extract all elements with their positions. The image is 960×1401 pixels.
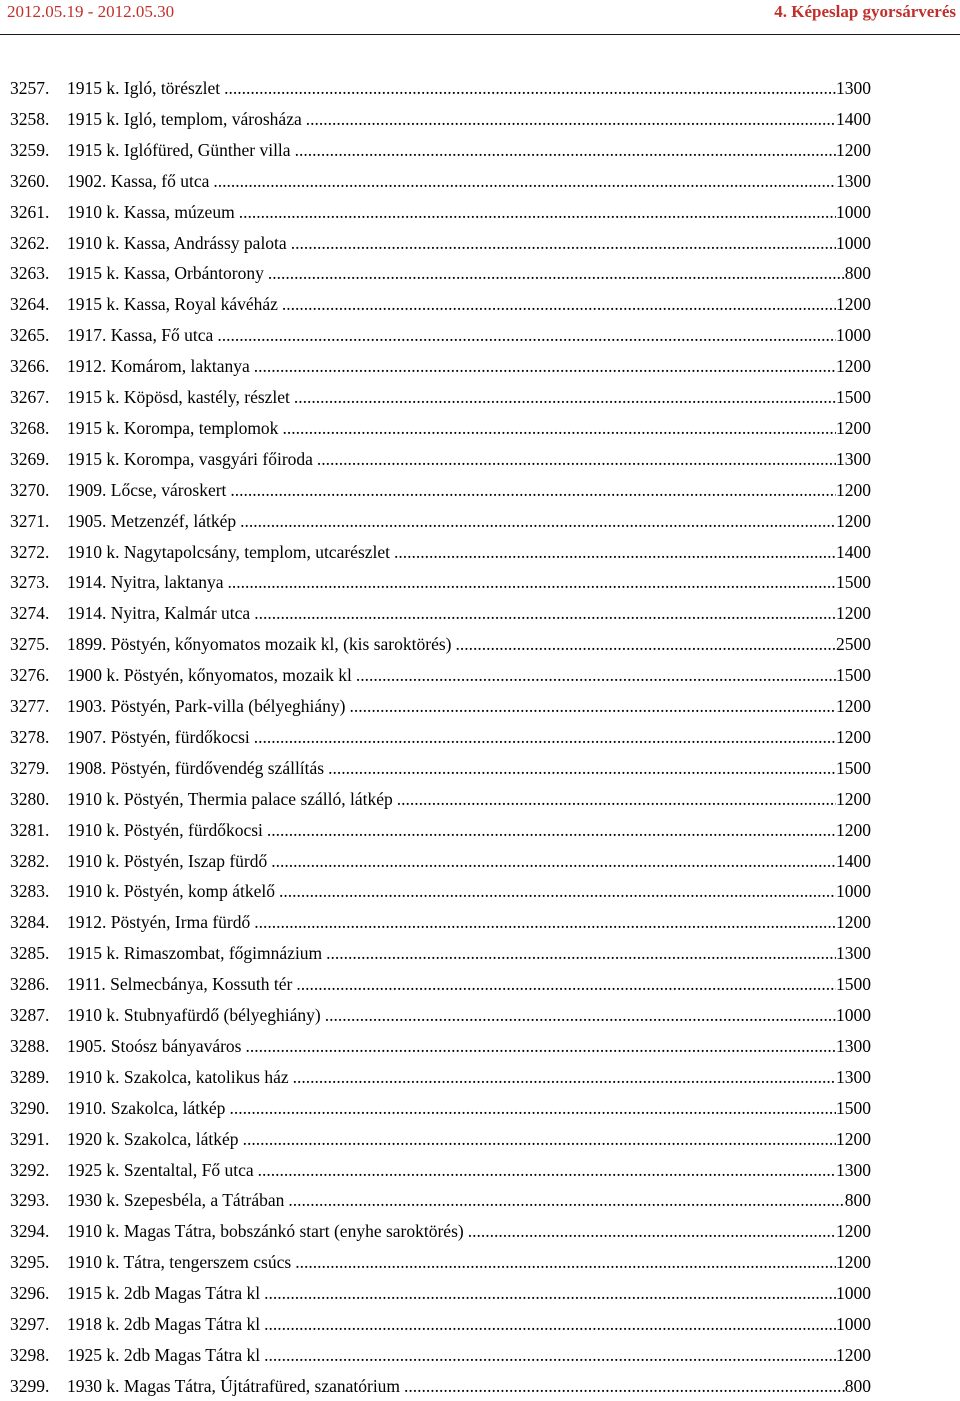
dot-leader (279, 879, 836, 903)
item-description: 1930 k. Szepesbéla, a Tátrában (67, 1190, 285, 1211)
dot-leader (306, 107, 836, 131)
dot-leader (264, 1343, 836, 1367)
item-price: 2500 (836, 634, 871, 655)
item-number: 3299. (10, 1375, 50, 1396)
item-number: 3274. (10, 603, 50, 624)
item-number: 3277. (10, 696, 50, 716)
list-item (10, 447, 871, 471)
item-price: 1200 (836, 417, 871, 438)
item-number: 3298. (10, 1344, 50, 1365)
item-number: 3272. (10, 541, 50, 562)
list-item (10, 601, 871, 625)
item-price: 1200 (836, 726, 871, 747)
list-item (10, 1034, 871, 1058)
item-number: 3283. (10, 881, 50, 902)
dot-leader (264, 1281, 836, 1305)
item-price: 1200 (836, 356, 871, 377)
item-number: 3295. (10, 1252, 50, 1273)
item-description: 1925 k. Szentaltal, Fő utca (67, 1159, 254, 1180)
list-item (10, 385, 871, 409)
item-number: 3280. (10, 788, 50, 809)
item-number: 3284. (10, 912, 50, 933)
list-item (10, 725, 871, 749)
dot-leader (230, 478, 836, 502)
item-number: 3289. (10, 1066, 50, 1087)
item-price: 1300 (836, 1035, 871, 1056)
item-price: 1000 (836, 201, 871, 222)
dot-leader (394, 540, 836, 564)
item-description: 1910 k. Kassa, múzeum (67, 201, 235, 222)
dot-leader (254, 725, 836, 749)
item-number: 3275. (10, 634, 50, 655)
item-price: 1500 (836, 572, 871, 593)
dot-leader (268, 261, 845, 285)
item-price: 1300 (836, 1159, 871, 1180)
dot-leader (397, 787, 836, 811)
dot-leader (254, 354, 836, 378)
item-description: 1915 k. Kassa, Royal kávéház (67, 294, 278, 315)
item-price: 1000 (836, 1283, 871, 1304)
item-description: 1917. Kassa, Fő utca (67, 325, 214, 346)
dot-leader (229, 1096, 836, 1120)
item-description: 1910 k. Szakolca, katolikus ház (67, 1066, 289, 1087)
dot-leader (468, 1219, 836, 1243)
list-item (10, 1281, 871, 1305)
item-description: 1909. Lőcse, városkert (67, 479, 227, 500)
item-price: 1500 (836, 665, 871, 686)
dot-leader (326, 941, 836, 965)
item-price: 1300 (836, 170, 871, 191)
item-price: 1000 (836, 232, 871, 253)
page-header (0, 0, 960, 34)
dot-leader (271, 849, 836, 873)
item-number: 3268. (10, 417, 50, 438)
list-item (10, 76, 871, 100)
item-price: 1200 (836, 479, 871, 500)
item-number: 3287. (10, 1005, 50, 1025)
dot-leader (254, 601, 836, 625)
dot-leader (295, 138, 836, 162)
dot-leader (295, 1250, 836, 1274)
list-item (10, 261, 871, 285)
item-number: 3266. (10, 356, 50, 377)
dot-leader (325, 1003, 836, 1027)
item-description: 1915 k. Rimaszombat, főgimnázium (67, 943, 323, 964)
list-item (10, 1127, 871, 1151)
item-price: 1500 (836, 757, 871, 778)
item-price: 1500 (836, 387, 871, 407)
item-description: 1908. Pöstyén, fürdővendég szállítás (67, 757, 325, 778)
item-description: 1915 k. Köpösd, kastély, részlet (67, 387, 290, 407)
item-description: 1907. Pöstyén, fürdőkocsi (67, 726, 250, 747)
list-item (10, 231, 871, 255)
item-description: 1914. Nyitra, Kalmár utca (67, 603, 251, 624)
header-divider (0, 34, 960, 35)
item-description: 1900 k. Pöstyén, kőnyomatos, mozaik kl (67, 665, 352, 686)
page-title: 4. Képeslap gyorsárverés (774, 2, 956, 21)
list-item (10, 941, 871, 965)
item-number: 3296. (10, 1283, 50, 1304)
item-price: 1200 (836, 294, 871, 315)
item-description: 1905. Stoósz bányaváros (67, 1035, 242, 1056)
item-number: 3290. (10, 1097, 50, 1118)
item-price: 1300 (836, 1066, 871, 1087)
dot-leader (217, 323, 836, 347)
list-item (10, 570, 871, 594)
item-number: 3286. (10, 974, 50, 995)
item-price: 1000 (836, 325, 871, 346)
item-price: 1200 (836, 696, 871, 716)
dot-leader (240, 509, 836, 533)
item-description: 1912. Pöstyén, Irma fürdő (67, 912, 251, 933)
list-item (10, 1188, 871, 1212)
list-item (10, 292, 871, 316)
item-description: 1905. Metzenzéf, látkép (67, 510, 237, 531)
item-price: 800 (844, 1375, 871, 1396)
dot-leader (243, 1127, 836, 1151)
dot-leader (404, 1374, 845, 1398)
dot-leader (239, 200, 836, 224)
item-description: 1910 k. Pöstyén, Thermia palace szálló, látkép (67, 788, 393, 809)
list-item (10, 323, 871, 347)
item-description: 1915 k. Iglófüred, Günther villa (67, 139, 291, 160)
dot-leader (258, 1158, 836, 1182)
item-price: 1500 (836, 1097, 871, 1118)
item-number: 3262. (10, 232, 50, 253)
list-item (10, 169, 871, 193)
item-number: 3257. (10, 78, 50, 98)
item-price: 1200 (836, 1252, 871, 1273)
item-description: 1899. Pöstyén, kőnyomatos mozaik kl, (kis saroktörés) (67, 634, 452, 655)
list-item (10, 756, 871, 780)
item-description: 1911. Selmecbánya, Kossuth tér (67, 974, 293, 995)
item-number: 3271. (10, 510, 50, 531)
list-item (10, 818, 871, 842)
item-number: 3297. (10, 1314, 50, 1334)
dot-leader (291, 231, 836, 255)
dot-leader (267, 818, 836, 842)
item-number: 3263. (10, 263, 50, 284)
list-item (10, 879, 871, 903)
item-number: 3258. (10, 108, 50, 129)
item-description: 1910 k. Pöstyén, Iszap fürdő (67, 850, 268, 871)
item-price: 1000 (836, 1314, 871, 1334)
item-number: 3264. (10, 294, 50, 315)
item-number: 3292. (10, 1159, 50, 1180)
dot-leader (282, 416, 836, 440)
item-price: 1400 (836, 108, 871, 129)
item-price: 1200 (836, 1344, 871, 1365)
item-price: 800 (844, 263, 871, 284)
item-description: 1918 k. 2db Magas Tátra kl (67, 1314, 261, 1334)
item-price: 1300 (836, 943, 871, 964)
item-description: 1930 k. Magas Tátra, Újtátrafüred, szanatórium (67, 1375, 401, 1396)
item-description: 1915 k. Kassa, Orbántorony (67, 263, 264, 284)
item-number: 3269. (10, 448, 50, 469)
list-item (10, 200, 871, 224)
item-price: 1200 (836, 1128, 871, 1149)
dot-leader (213, 169, 836, 193)
item-number: 3276. (10, 665, 50, 686)
dot-leader (317, 447, 836, 471)
date-range: 2012.05.19 - 2012.05.30 (7, 2, 175, 21)
item-number: 3294. (10, 1221, 50, 1242)
item-price: 1200 (836, 510, 871, 531)
list-item (10, 849, 871, 873)
item-description: 1915 k. Korompa, vasgyári főiroda (67, 448, 313, 469)
list-item (10, 107, 871, 131)
item-number: 3282. (10, 850, 50, 871)
item-description: 1912. Komárom, laktanya (67, 356, 250, 377)
dot-leader (328, 756, 836, 780)
item-description: 1915 k. Igló, törészlet (67, 78, 221, 98)
item-price: 1200 (836, 912, 871, 933)
item-description: 1910 k. Magas Tátra, bobszánkó start (enyhe saroktörés) (67, 1221, 464, 1242)
item-description: 1903. Pöstyén, Park-villa (bélyeghiány) (67, 696, 346, 716)
dot-leader (296, 972, 836, 996)
dot-leader (350, 694, 837, 718)
item-price: 1500 (836, 974, 871, 995)
item-description: 1910 k. Stubnyafürdő (bélyeghiány) (67, 1005, 321, 1025)
item-number: 3261. (10, 201, 50, 222)
list-item (10, 787, 871, 811)
list-item (10, 632, 871, 656)
item-description: 1910 k. Tátra, tengerszem csúcs (67, 1252, 292, 1273)
list-item (10, 694, 871, 718)
item-description: 1914. Nyitra, laktanya (67, 572, 224, 593)
item-price: 1200 (836, 1221, 871, 1242)
dot-leader (294, 385, 836, 409)
list-item (10, 354, 871, 378)
list-item (10, 1374, 871, 1398)
item-number: 3267. (10, 387, 50, 407)
item-number: 3281. (10, 819, 50, 840)
item-number: 3265. (10, 325, 50, 346)
item-price: 1300 (836, 448, 871, 469)
dot-leader (356, 663, 836, 687)
item-price: 800 (844, 1190, 871, 1211)
list-item (10, 1250, 871, 1274)
item-number: 3273. (10, 572, 50, 593)
list-item (10, 509, 871, 533)
item-number: 3279. (10, 757, 50, 778)
list-item (10, 1343, 871, 1367)
item-number: 3288. (10, 1035, 50, 1056)
item-description: 1915 k. Korompa, templomok (67, 417, 279, 438)
dot-leader (282, 292, 836, 316)
item-price: 1300 (836, 78, 871, 98)
list-item (10, 478, 871, 502)
item-description: 1910 k. Nagytapolcsány, templom, utcarészlet (67, 541, 391, 562)
item-price: 1200 (836, 139, 871, 160)
item-number: 3260. (10, 170, 50, 191)
item-price: 1400 (836, 541, 871, 562)
list-item (10, 138, 871, 162)
item-number: 3285. (10, 943, 50, 964)
dot-leader (264, 1312, 836, 1336)
item-description: 1902. Kassa, fő utca (67, 170, 210, 191)
list-item (10, 1003, 871, 1027)
list-item (10, 1065, 871, 1089)
item-description: 1910. Szakolca, látkép (67, 1097, 226, 1118)
item-price: 1400 (836, 850, 871, 871)
dot-leader (246, 1034, 837, 1058)
item-description: 1910 k. Kassa, Andrássy palota (67, 232, 287, 253)
item-number: 3291. (10, 1128, 50, 1149)
dot-leader (288, 1188, 844, 1212)
list-item (10, 1312, 871, 1336)
item-price: 1200 (836, 603, 871, 624)
item-number: 3278. (10, 726, 50, 747)
dot-leader (227, 570, 836, 594)
list-item (10, 416, 871, 440)
list-item (10, 663, 871, 687)
list-item (10, 972, 871, 996)
item-description: 1920 k. Szakolca, látkép (67, 1128, 239, 1149)
dot-leader (224, 76, 836, 100)
list-item (10, 910, 871, 934)
list-item (10, 540, 871, 564)
item-description: 1925 k. 2db Magas Tátra kl (67, 1344, 261, 1365)
item-price: 1200 (836, 788, 871, 809)
list-item (10, 1219, 871, 1243)
item-description: 1910 k. Pöstyén, komp átkelő (67, 881, 276, 902)
dot-leader (254, 910, 836, 934)
dot-leader (455, 632, 836, 656)
item-price: 1200 (836, 819, 871, 840)
item-description: 1915 k. 2db Magas Tátra kl (67, 1283, 261, 1304)
item-number: 3270. (10, 479, 50, 500)
item-price: 1000 (836, 1005, 871, 1025)
list-item (10, 1158, 871, 1182)
item-number: 3259. (10, 139, 50, 160)
item-price: 1000 (836, 881, 871, 902)
item-number: 3293. (10, 1190, 50, 1211)
list-item (10, 1096, 871, 1120)
item-description: 1910 k. Pöstyén, fürdőkocsi (67, 819, 263, 840)
item-description: 1915 k. Igló, templom, városháza (67, 108, 302, 129)
dot-leader (293, 1065, 836, 1089)
